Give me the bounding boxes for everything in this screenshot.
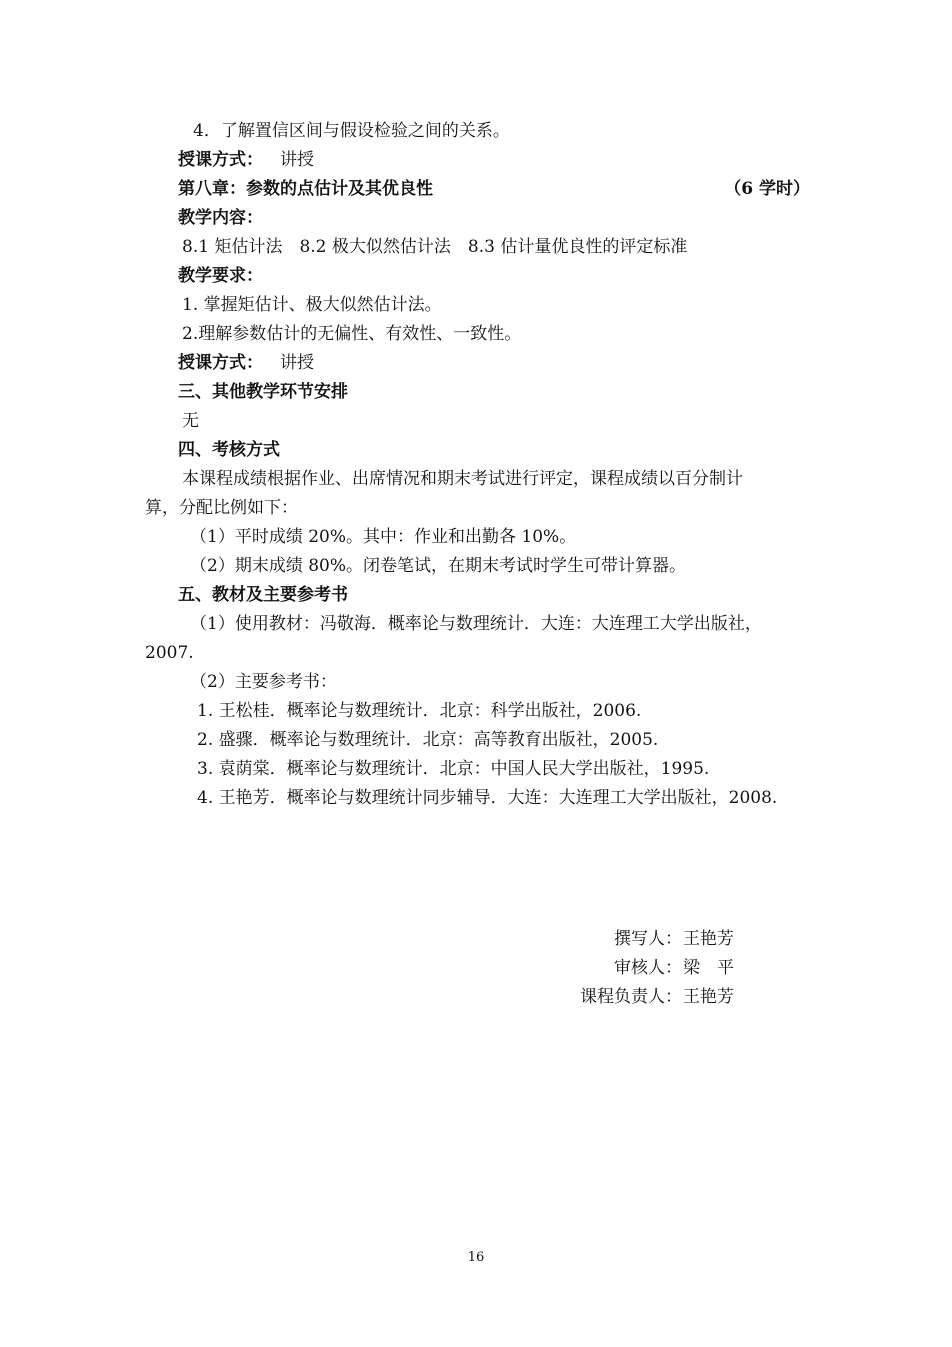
section-heading (0, 436, 952, 465)
text-line (0, 668, 952, 697)
teaching-method-line (0, 146, 952, 175)
signature-name: 王艳芳 (683, 987, 734, 1007)
chapter-hours: （6 学时） (724, 179, 810, 199)
value: 讲授 (280, 150, 314, 170)
signature-name: 王艳芳 (683, 929, 734, 949)
text: （2）主要参考书： (190, 672, 337, 692)
text-line (0, 465, 952, 494)
section-label (0, 204, 952, 233)
text-line (0, 320, 952, 349)
label: 教学内容： (178, 208, 263, 228)
value: 讲授 (280, 353, 314, 373)
chapter-title: 第八章：参数的点估计及其优良性 (178, 179, 433, 199)
text: 算，分配比例如下： (145, 498, 298, 518)
text: （1）平时成绩 20%。其中：作业和出勤各 10%。 (190, 527, 577, 547)
label: 授课方式： (178, 150, 263, 170)
text-line (0, 523, 952, 552)
reference-item (0, 755, 952, 784)
section-label (0, 262, 952, 291)
heading: 五、教材及主要参考书 (178, 585, 348, 605)
text: 3. 袁荫棠．概率论与数理统计．北京：中国人民大学出版社，1995. (197, 759, 710, 779)
text-line (0, 552, 952, 581)
reference-item (0, 784, 952, 813)
text: 本课程成绩根据作业、出席情况和期末考试进行评定，课程成绩以百分制计 (182, 469, 743, 489)
signature-name: 梁 平 (683, 958, 734, 978)
text-line (0, 291, 952, 320)
reference-item (0, 697, 952, 726)
heading: 三、其他教学环节安排 (178, 382, 348, 402)
text-line (0, 233, 952, 262)
signature-writer (0, 925, 952, 954)
signature-label: 审核人： (614, 958, 682, 978)
text: （2）期末成绩 80%。闭卷笔试，在期末考试时学生可带计算器。 (190, 556, 687, 576)
text: 1. 掌握矩估计、极大似然估计法。 (182, 295, 442, 315)
text-line (0, 407, 952, 436)
text: 2.理解参数估计的无偏性、有效性、一致性。 (182, 324, 522, 344)
text-line (0, 610, 952, 639)
text-line (0, 117, 952, 146)
text: 1. 王松桂．概率论与数理统计．北京：科学出版社，2006. (197, 701, 642, 721)
page-number: 16 (467, 1250, 485, 1265)
text: （1）使用教材：冯敬海．概率论与数理统计．大连：大连理工大学出版社， (190, 614, 762, 634)
text: 2. 盛骤．概率论与数理统计．北京：高等教育出版社，2005. (197, 730, 659, 750)
signature-label: 课程负责人： (580, 987, 682, 1007)
text: 无 (182, 411, 199, 431)
text: 2007. (145, 643, 194, 663)
signature-reviewer (0, 954, 952, 983)
heading: 四、考核方式 (178, 440, 280, 460)
text-line (0, 639, 952, 668)
label: 授课方式： (178, 353, 263, 373)
section-heading (0, 581, 952, 610)
signature-label: 撰写人： (614, 929, 682, 949)
signature-course-lead (0, 983, 952, 1012)
reference-item (0, 726, 952, 755)
section-heading (0, 378, 952, 407)
text: 4. 王艳芳．概率论与数理统计同步辅导．大连：大连理工大学出版社，2008. (197, 788, 778, 808)
text-line (0, 494, 952, 523)
teaching-method-line (0, 349, 952, 378)
text: 8.1 矩估计法 8.2 极大似然估计法 8.3 估计量优良性的评定标准 (182, 237, 688, 257)
label: 教学要求： (178, 266, 263, 286)
chapter-heading (0, 175, 952, 204)
text: 4．了解置信区间与假设检验之间的关系。 (193, 121, 510, 141)
